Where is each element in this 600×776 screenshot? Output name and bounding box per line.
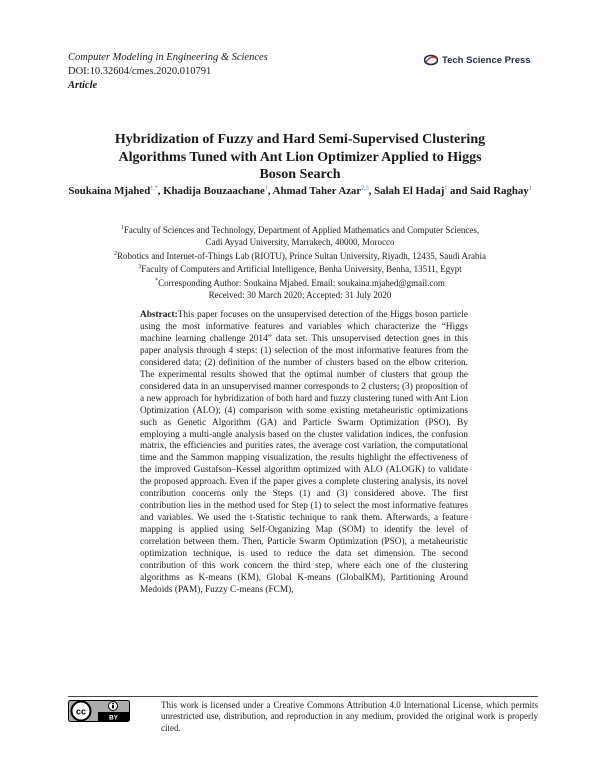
author-separator: , xyxy=(267,185,273,197)
title-line: Boson Search xyxy=(259,167,341,182)
affiliation-text: Robotics and Internet-of-Things Lab (RIOTU), Prince Sultan University, Riyadh, 12435, Saudi Arabia xyxy=(116,250,487,261)
cc-by-license-icon[interactable] xyxy=(68,700,130,722)
author-name: Ahmad Taher Azar xyxy=(272,185,362,197)
author-marks[interactable]: 1 xyxy=(528,185,532,192)
publisher-logo xyxy=(424,52,534,68)
author-separator: , xyxy=(368,185,375,197)
author-separator: , xyxy=(157,185,164,197)
affiliation-line xyxy=(80,237,520,249)
publisher-name: Tech Science Press xyxy=(442,54,531,66)
affiliation-mark: 3 xyxy=(138,264,142,271)
corresponding-author-line xyxy=(80,276,520,290)
affiliation-line xyxy=(80,223,520,237)
svg-text:cc: cc xyxy=(75,706,87,717)
dates-text: Received: 30 March 2020; Accepted: 31 July 2020 xyxy=(208,289,392,300)
affiliation-text: Faculty of Sciences and Technology, Department of Applied Mathematics and Computer Sciences, xyxy=(123,225,480,235)
affiliation-text: Faculty of Computers and Artificial Intelligence, Benha University, Benha, 13511, Egypt xyxy=(141,264,462,275)
article-type: Article xyxy=(68,80,98,91)
affiliations xyxy=(80,223,520,302)
affiliation-mark: * xyxy=(155,278,159,285)
author-marks[interactable]: 1 xyxy=(444,185,448,192)
author-marks[interactable]: 1,* xyxy=(150,185,158,192)
author-marks[interactable]: 2,3 xyxy=(361,185,369,192)
corresponding-author-text[interactable]: Corresponding Author: Soukaina Mjahed. Email: soukaina.mjahed@gmail.com xyxy=(158,278,445,289)
affiliation-line xyxy=(80,249,520,263)
abstract-text: This paper focuses on the unsupervised detection of the Higgs boson particle using the most informative features and variables which characterize the “Higgs machine learning challenge 2014” data set. This unsupervised detection goes in this paper analysis through 4 steps: (1) selection of the most informative features from the considered data; (2) definition of the number of clusters based on the elbow criterion. The experimental results showed that the optimal number of clusters that group the considered data in an unsupervised manner corresponds to 2 clusters; (3) proposition of a new approach for hybridization of both hard and fuzzy clustering tuned with Ant Lion Optimization (ALO); (4) comparison with some existing metaheuristic optimizations such as Genetic Algorithm (GA) and Particle Swarm Optimization (PSO). By employing a multi-angle analysis based on the cluster validation indices, the confusion matrix, the efficiencies and purities rates, the average cost variation, the computational time and the Sammon mapping visualization, the results highlight the effectiveness of the improved Gustafson–Kessel algorithm optimized with ALO (ALOGK) to validate the proposed approach. Even if the paper gives a complete clustering analysis, its novel contribution concerns only the Steps (1) and (3) considered above. The first contribution lies in the method used for Step (1) to select the most informative features and variables. We used the t-Statistic technique to rank them. Afterwards, a feature mapping is applied using Self-Organizing Map (SOM) to identify the level of correlation between them. Then, Particle Swarm Optimization (PSO), a metaheuristic optimization technique, is used to reduce the data set dimension. The second contribution of this work concern the third step, where each one of the clustering algorithms as K-means (KM), Global K-means (GlobalKM), Partitioning Around Medoids (PAM), Fuzzy C-means (FCM), xyxy=(140,310,468,595)
author-marks[interactable]: 1 xyxy=(264,185,268,192)
author-separator: and xyxy=(447,185,471,197)
title-line: Hybridization of Fuzzy and Hard Semi-Supervised Clustering xyxy=(114,132,486,147)
affiliation-line xyxy=(80,262,520,276)
license-footer xyxy=(68,696,538,731)
abstract xyxy=(140,310,468,597)
journal-name: Computer Modeling in Engineering & Sciences xyxy=(68,52,268,63)
license-text: This work is licensed under a Creative Commons Attribution 4.0 International License, which permits unrestricted use, distribution, and reproduction in any medium, provided the original work is properly cited. xyxy=(161,700,538,733)
affiliation-text: Cadi Ayyad University, Marrakech, 40000, Morocco xyxy=(205,236,395,247)
dates-line xyxy=(80,290,520,302)
doi[interactable]: DOI:10.32604/cmes.2020.010791 xyxy=(68,66,212,77)
affiliation-mark: 2 xyxy=(113,250,117,257)
author-name: Khadija Bouzaachane xyxy=(163,185,265,197)
abstract-label: Abstract: xyxy=(140,310,178,320)
author-name: Soukaina Mjahed xyxy=(68,185,151,197)
title-line: Algorithms Tuned with Ant Lion Optimizer Applied to Higgs xyxy=(118,149,482,165)
affiliation-mark: 1 xyxy=(120,225,124,231)
author-name: Salah El Hadaj xyxy=(374,185,445,197)
publisher-swoosh-icon xyxy=(424,53,438,67)
author-name: Said Raghay xyxy=(470,185,529,197)
journal-header xyxy=(68,51,268,93)
paper-title xyxy=(90,131,510,184)
cc-badge-label: BY xyxy=(108,714,119,722)
author-list xyxy=(60,185,540,197)
